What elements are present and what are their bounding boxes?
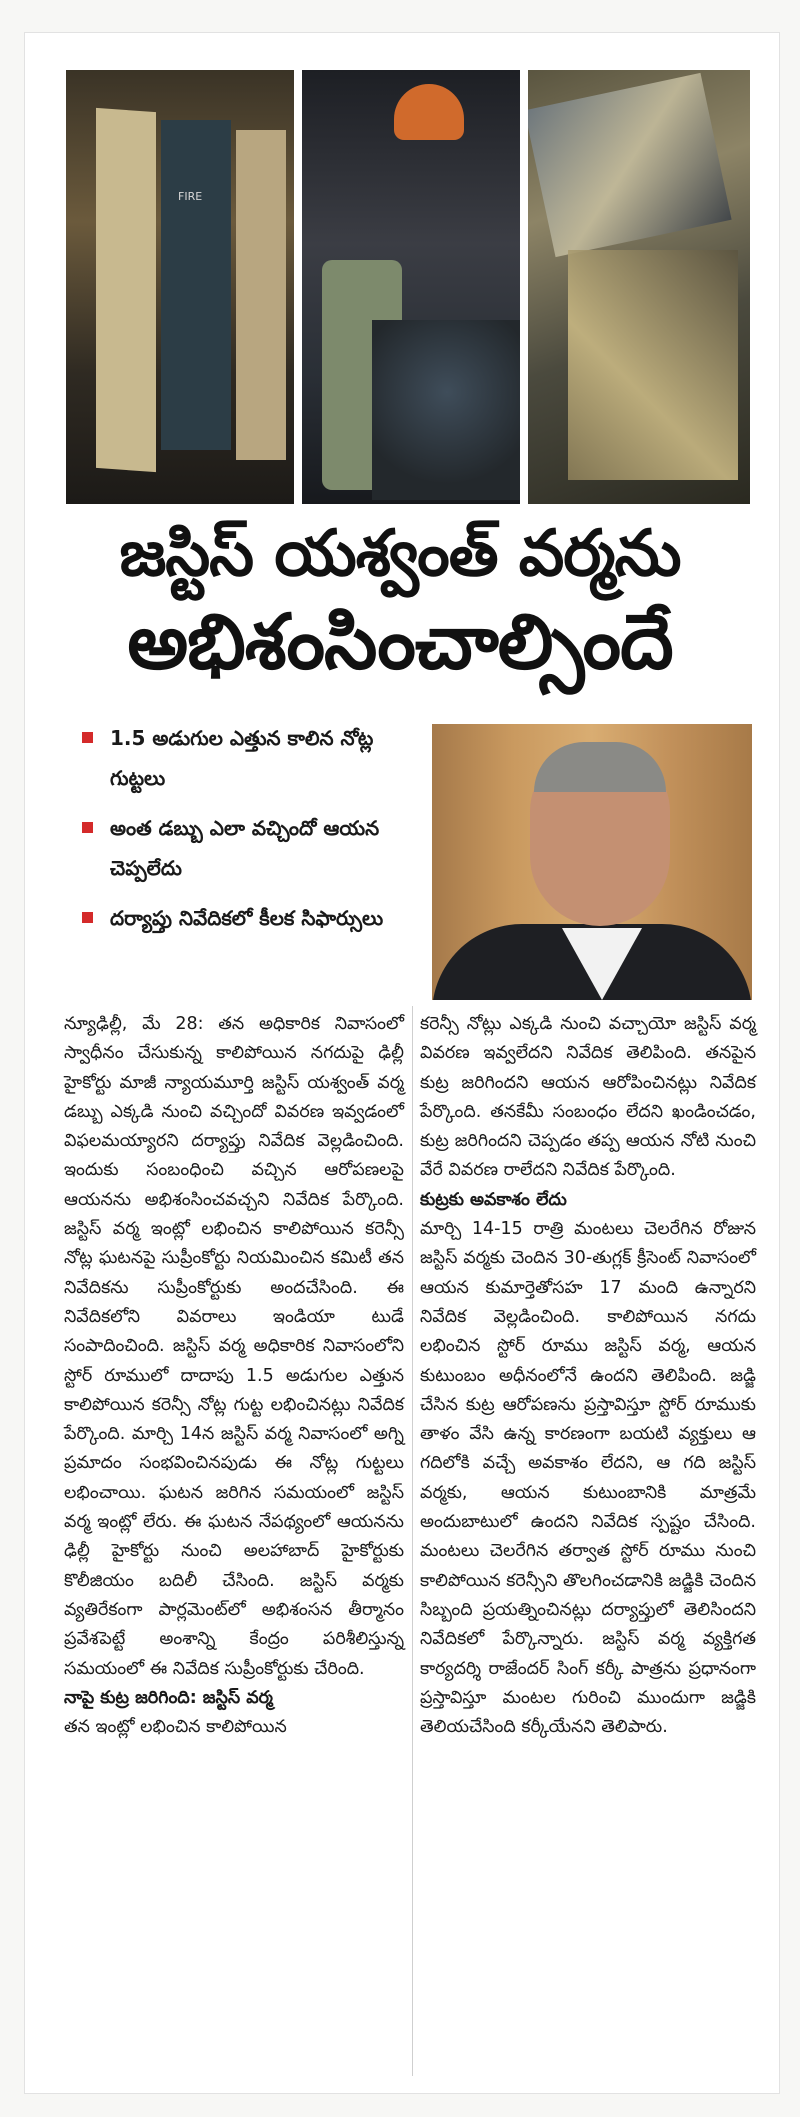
article-column-right (420, 1010, 756, 1742)
burnt-notes-pile (528, 73, 732, 257)
door-panel (96, 108, 156, 472)
bullet-square-icon (82, 912, 93, 923)
portrait-justice-varma (432, 724, 752, 1000)
paragraph-text: తన ఇంట్లో లభించిన కాలిపోయిన (64, 1717, 287, 1738)
article-column-left (64, 1010, 404, 1742)
burnt-notes-bundle (568, 250, 738, 480)
article-paragraph: న్యూఢిల్లీ, మే 28: తన అధికారిక నివాసంలో స్వాధీనం చేసుకున్న కాలిపోయిన నగదుపై ఢిల్లీ హైకోర్టు మాజీ న్యాయమూర్తి జస్టిస్ యశ్వంత్ వర్మ డబ్బు ఎక్కడి నుంచి వచ్చిందో వివరణ ఇవ్వడంలో విఫలమయ్యారని దర్యాప్తు నివేదిక వెల్లడించింది. ఇందుకు సంబంధించి వచ్చిన ఆరోపణలపై ఆయనను అభిశంసించవచ్చని నివేదిక పేర్కొంది. జస్టిస్ వర్మ ఇంట్లో లభించిన కాలిపోయిన కరెన్సీ నోట్ల ఘటనపై సుప్రీంకోర్టు నియమించిన కమిటీ తన నివేదికను సుప్రీంకోర్టుకు అందచేసింది. ఈ నివేదికలోని వివరాలు ఇండియా టుడే సంపాదించింది. జస్టిస్ వర్మ అధికారిక నివాసంలోని స్టోర్ రూములో దాదాపు 1.5 అడుగుల ఎత్తున కాలిపోయిన కరెన్సీ నోట్ల గుట్ట లభించినట్లు నివేదిక పేర్కొంది. మార్చి 14న జస్టిస్ వర్మ నివాసంలో అగ్ని ప్రమాదం సంభవించినపుడు ఈ నోట్ల గుట్టలు లభించాయి. ఘటన జరిగిన సమయంలో జస్టిస్ వర్మ ఇంట్లో లేరు. ఈ ఘటన నేపథ్యంలో ఆయనను ఢిల్లీ హైకోర్టు నుంచి అలహాబాద్ హైకోర్టుకు కొలీజియం బదిలీ చేసింది. జస్టిస్ వర్మకు వ్యతిరేకంగా పార్లమెంట్‌లో అభిశంసన తీర్మానం ప్రవేశపెట్టే అంశాన్ని కేంద్రం పరిశీలిస్తున్న సమయంలో ఈ నివేదిక సుప్రీంకోర్టుకు చేరింది. (64, 1014, 404, 1679)
highlight-item (80, 718, 400, 798)
photo-burnt-currency-notes (528, 70, 750, 504)
door-frame (236, 130, 286, 460)
article-paragraph: మార్చి 14-15 రాత్రి మంటలు చెలరేగిన రోజున జస్టిస్ వర్మకు చెందిన 30-తుగ్లక్ క్రీసెంట్ నివాసంలో ఆయన కుమార్తెతోసహ 17 మంది ఉన్నారని నివేదిక వెల్లడించింది. కాలిపోయిన నగదు లభించిన స్టోర్ రూము జస్టిస్ వర్మ, ఆయన కుటుంబం అధీనంలోనే ఉందని తెలిపింది. జడ్జి చేసిన కుట్ర ఆరోపణను ప్రస్తావిస్తూ స్టోర్ రూముకు తాళం వేసి ఉన్న కారణంగా బయటి వ్యక్తులు ఆ గదిలోకి వచ్చే అవకాశం లేదని, ఆ గది జస్టిస్ వర్మకు, ఆయన కుటుంబానికి మాత్రమే అందుబాటులో ఉందని నివేదిక స్పష్టం చేసింది. మంటలు చెలరేగిన తర్వాత స్టోర్ రూము నుంచి కాలిపోయిన కరెన్సీని తొలగించడానికి జడ్జికి చెందిన సిబ్బంది ప్రయత్నించినట్లు దర్యాప్తులో తెలిసిందని నివేదికలో పేర్కొన్నారు. జస్టిస్ వర్మ వ్యక్తిగత కార్యదర్శి రాజేందర్ సింగ్ కర్కీ పాత్రను ప్రధానంగా ప్రస్తావిస్తూ మంటల గురించి ముందుగా జడ్జికి తెలియచేసింది కర్కీయేనని తెలిపారు. (420, 1219, 756, 1738)
article-subhead: కుట్రకు అవకాశం లేదు (420, 1189, 567, 1210)
headline-line-2: అభిశంసించాల్సిందే (127, 597, 673, 686)
paragraph-lead: నాపై కుట్ర జరిగింది: జస్టిస్ వర్మ (64, 1687, 273, 1708)
highlight-text: 1.5 అడుగుల ఎత్తున కాలిన నోట్ల గుట్టలు (110, 726, 374, 790)
bullet-square-icon (82, 822, 93, 833)
bullet-square-icon (82, 732, 93, 743)
photo-firefighter-in-debris (302, 70, 520, 504)
column-divider (412, 1006, 413, 2076)
headline-line-1: జస్టిస్ యశ్వంత్ వర్మను (119, 517, 681, 591)
door-label: FIRE (178, 190, 203, 203)
portrait-hair (534, 742, 666, 792)
firefighter-helmet (394, 84, 464, 140)
article-paragraph (64, 1684, 404, 1743)
highlight-text: అంత డబ్బు ఎలా వచ్చిందో ఆయన చెప్పలేదు (110, 816, 380, 880)
storeroom-doorway (161, 120, 231, 450)
highlight-item (80, 898, 400, 938)
burnt-debris (372, 320, 520, 500)
article-paragraph: కరెన్సీ నోట్లు ఎక్కడి నుంచి వచ్చాయో జస్టిస్ వర్మ వివరణ ఇవ్వలేదని నివేదిక తెలిపింది. తనపైన కుట్ర జరిగిందని ఆయన ఆరోపించినట్లు నివేదిక పేర్కొంది. తనకేమీ సంబంధం లేదని ఖండించడం, కుట్ర జరిగిందని చెప్పడం తప్ప ఆయన నోటి నుంచి వేరే వివరణ రాలేదని నివేదిక పేర్కొంది. (420, 1014, 756, 1181)
highlight-item (80, 808, 400, 888)
highlight-text: దర్యాప్తు నివేదికలో కీలక సిఫార్సులు (110, 906, 384, 930)
photo-burnt-storeroom-door (66, 70, 294, 504)
highlights-list (80, 718, 400, 948)
